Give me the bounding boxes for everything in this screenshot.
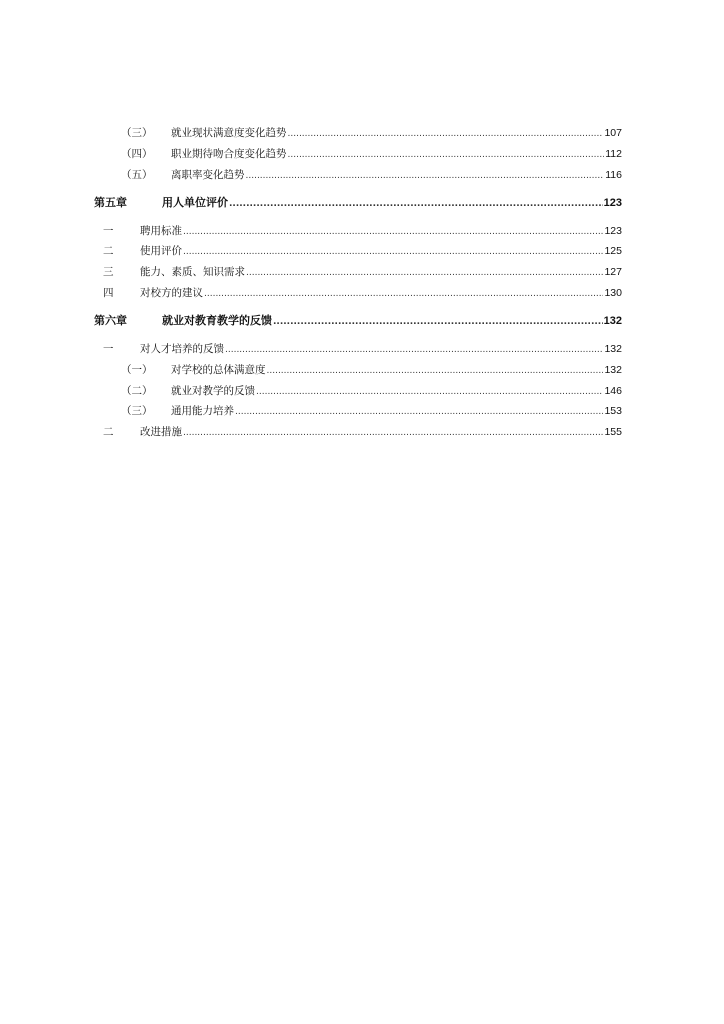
toc-page-number: 123	[604, 225, 622, 237]
toc-page-number: 116	[605, 169, 622, 181]
toc-page-number: 130	[604, 287, 622, 299]
toc-page-number: 153	[604, 405, 622, 417]
toc-chapter-number: 第五章	[94, 196, 127, 209]
toc-entry-title: 就业对教学的反馈	[171, 385, 255, 397]
toc-entry-number: 二	[103, 245, 114, 257]
toc-entry-number: （三）	[121, 405, 153, 417]
toc-entry-hiring-criteria[interactable]	[103, 224, 622, 238]
toc-dot-leader	[288, 127, 604, 141]
toc-page-number: 132	[603, 315, 622, 327]
toc-entry-ability-requirements[interactable]	[103, 265, 622, 279]
toc-entry-employment-satisfaction-trend[interactable]	[121, 126, 622, 140]
toc-dot-leader	[246, 266, 603, 280]
toc-chapter-title: 用人单位评价	[162, 196, 228, 209]
toc-dot-leader	[256, 385, 603, 399]
toc-entry-improvement-measures[interactable]	[103, 425, 622, 439]
toc-entry-school-suggestions[interactable]	[103, 286, 622, 300]
toc-chapter-title: 就业对教育教学的反馈	[162, 314, 272, 327]
toc-entry-title: 改进措施	[140, 426, 182, 438]
toc-dot-leader	[246, 169, 605, 183]
toc-entry-title: 离职率变化趋势	[171, 169, 245, 181]
toc-entry-number: 一	[103, 225, 114, 237]
toc-dot-leader	[288, 148, 605, 162]
toc-entry-number: 一	[103, 343, 114, 355]
toc-entry-title: 职业期待吻合度变化趋势	[171, 148, 287, 160]
toc-entry-talent-feedback[interactable]	[103, 342, 622, 356]
toc-dot-leader	[267, 364, 604, 378]
toc-entry-title: 对人才培养的反馈	[140, 343, 224, 355]
toc-entry-turnover-trend[interactable]	[121, 168, 622, 182]
toc-page-number: 125	[604, 245, 622, 257]
toc-entry-title: 通用能力培养	[171, 405, 234, 417]
toc-entry-title: 使用评价	[140, 245, 182, 257]
toc-page-number: 146	[604, 385, 622, 397]
toc-entry-number: （二）	[121, 385, 153, 397]
toc-page-number: 112	[605, 148, 622, 160]
toc-entry-title: 能力、素质、知识需求	[140, 266, 245, 278]
toc-entry-teaching-feedback[interactable]	[121, 384, 622, 398]
toc-entry-number: （三）	[121, 127, 153, 139]
toc-entry-general-ability[interactable]	[121, 404, 622, 418]
toc-page-number: 132	[604, 343, 622, 355]
toc-entry-title: 就业现状满意度变化趋势	[171, 127, 287, 139]
toc-page-number: 155	[604, 426, 622, 438]
toc-dot-leader	[204, 287, 603, 301]
toc-chapter-number: 第六章	[94, 314, 127, 327]
toc-entry-number: （四）	[121, 148, 153, 160]
toc-dot-leader	[225, 343, 603, 357]
toc-entry-title: 对学校的总体满意度	[171, 364, 266, 376]
toc-entry-number: 二	[103, 426, 114, 438]
toc-page-number: 123	[603, 197, 622, 209]
toc-dot-leader	[229, 197, 603, 211]
toc-chapter-5[interactable]	[94, 196, 622, 210]
toc-dot-leader	[183, 245, 603, 259]
toc-page-number: 132	[604, 364, 622, 376]
toc-entry-number: （一）	[121, 364, 153, 376]
toc-entry-title: 对校方的建议	[140, 287, 203, 299]
toc-entry-usage-evaluation[interactable]	[103, 244, 622, 258]
toc-entry-career-expectation-trend[interactable]	[121, 147, 622, 161]
toc-dot-leader	[183, 426, 603, 440]
toc-page-number: 107	[604, 127, 622, 139]
toc-entry-title: 聘用标准	[140, 225, 182, 237]
toc-page-number: 127	[604, 266, 622, 278]
toc-entry-number: 三	[103, 266, 114, 278]
toc-dot-leader	[273, 315, 603, 329]
toc-chapter-6[interactable]	[94, 314, 622, 328]
toc-dot-leader	[235, 405, 603, 419]
toc-entry-overall-satisfaction[interactable]	[121, 363, 622, 377]
toc-entry-number: 四	[103, 287, 114, 299]
toc-dot-leader	[183, 225, 603, 239]
toc-entry-number: （五）	[121, 169, 153, 181]
